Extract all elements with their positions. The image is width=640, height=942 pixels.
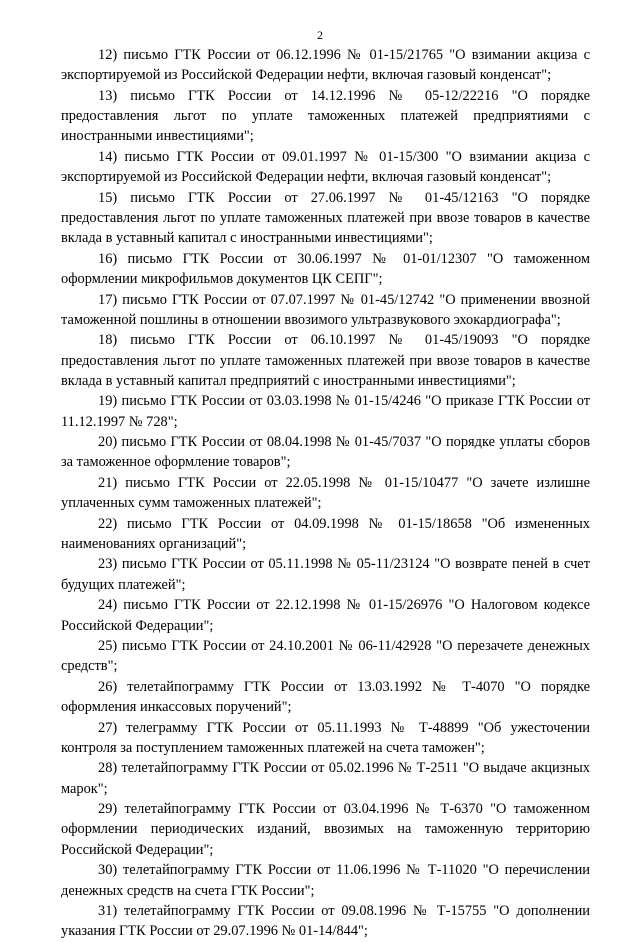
list-item: 26) телетайпограмму ГТК России от 13.03.1992 № Т-4070 "О порядке оформления инкассовых поручений"; [61, 678, 590, 716]
list-item: 12) письмо ГТК России от 06.12.1996 № 01-15/21765 "О взимании акциза с экспортируемой из Российской Федерации нефти, включая газовый конденсат"; [61, 47, 590, 84]
list-item: 30) телетайпограмму ГТК России от 11.06.1996 № Т-11020 "О перечислении денежных средств на счета ГТК России"; [61, 862, 590, 899]
list-item: 22) письмо ГТК России от 04.09.1998 № 01-15/18658 "Об измененных наименованиях организаций"; [61, 515, 590, 552]
list-item: 17) письмо ГТК России от 07.07.1997 № 01-45/12742 "О применении ввозной таможенной пошлины в отношении ввозимого ультразвукового эхокардиографа"; [61, 291, 590, 328]
page-number: 2 [317, 28, 323, 42]
list-item: 14) письмо ГТК России от 09.01.1997 № 01-15/300 "О взимании акциза с экспортируемой из Российской Федерации нефти, включая газовый конденсат"; [61, 148, 590, 186]
list-item: 29) телетайпограмму ГТК России от 03.04.1996 № Т-6370 "О таможенном оформлении периодических изданий, ввозимых на таможенную территорию Российской Федерации"; [61, 801, 590, 858]
list-item: 27) телеграмму ГТК России от 05.11.1993 № Т-48899 "Об ужесточении контроля за поступлением таможенных платежей на счета таможен"; [61, 719, 590, 756]
list-item: 20) письмо ГТК России от 08.04.1998 № 01-45/7037 "О порядке уплаты сборов за таможенное оформление товаров"; [61, 434, 590, 471]
list-item: 15) письмо ГТК России от 27.06.1997 № 01-45/12163 "О порядке предоставления льгот по уплате таможенных платежей при ввозе товаров в качестве вклада в уставный капитал с иностранными инвестициями"; [61, 189, 590, 247]
list-item: 21) письмо ГТК России от 22.05.1998 № 01-15/10477 "О зачете излишне уплаченных сумм таможенных платежей"; [61, 474, 590, 512]
list-item: 16) письмо ГТК России от 30.06.1997 № 01-01/12307 "О таможенном оформлении микрофильмов документов ЦК СЕПГ"; [61, 250, 590, 288]
document-list [61, 45, 590, 942]
list-item: 24) письмо ГТК России от 22.12.1998 № 01-15/26976 "О Налоговом кодексе Российской Федерации"; [61, 597, 590, 634]
list-item: 19) письмо ГТК России от 03.03.1998 № 01-15/4246 "О приказе ГТК России от 11.12.1997 № 728"; [61, 393, 590, 430]
list-item: 28) телетайпограмму ГТК России от 05.02.1996 № Т-2511 "О выдаче акцизных марок"; [61, 760, 590, 797]
list-item: 18) письмо ГТК России от 06.10.1997 № 01-45/19093 "О порядке предоставления льгот по уплате таможенных платежей при ввозе товаров в качестве вклада в уставный капитал предприятий с иностранными инвестициями"; [61, 332, 590, 389]
list-item: 31) телетайпограмму ГТК России от 09.08.1996 № Т-15755 "О дополнении указания ГТК России от 29.07.1996 № 01-14/844"; [61, 903, 590, 940]
list-item: 23) письмо ГТК России от 05.11.1998 № 05-11/23124 "О возврате пеней в счет будущих платежей"; [61, 556, 590, 593]
list-item: 25) письмо ГТК России от 24.10.2001 № 06-11/42928 "О перезачете денежных средств"; [61, 638, 590, 675]
list-item: 13) письмо ГТК России от 14.12.1996 № 05-12/22216 "О порядке предоставления льгот по уплате таможенных платежей предприятиями с иностранными инвестициями"; [61, 87, 590, 145]
